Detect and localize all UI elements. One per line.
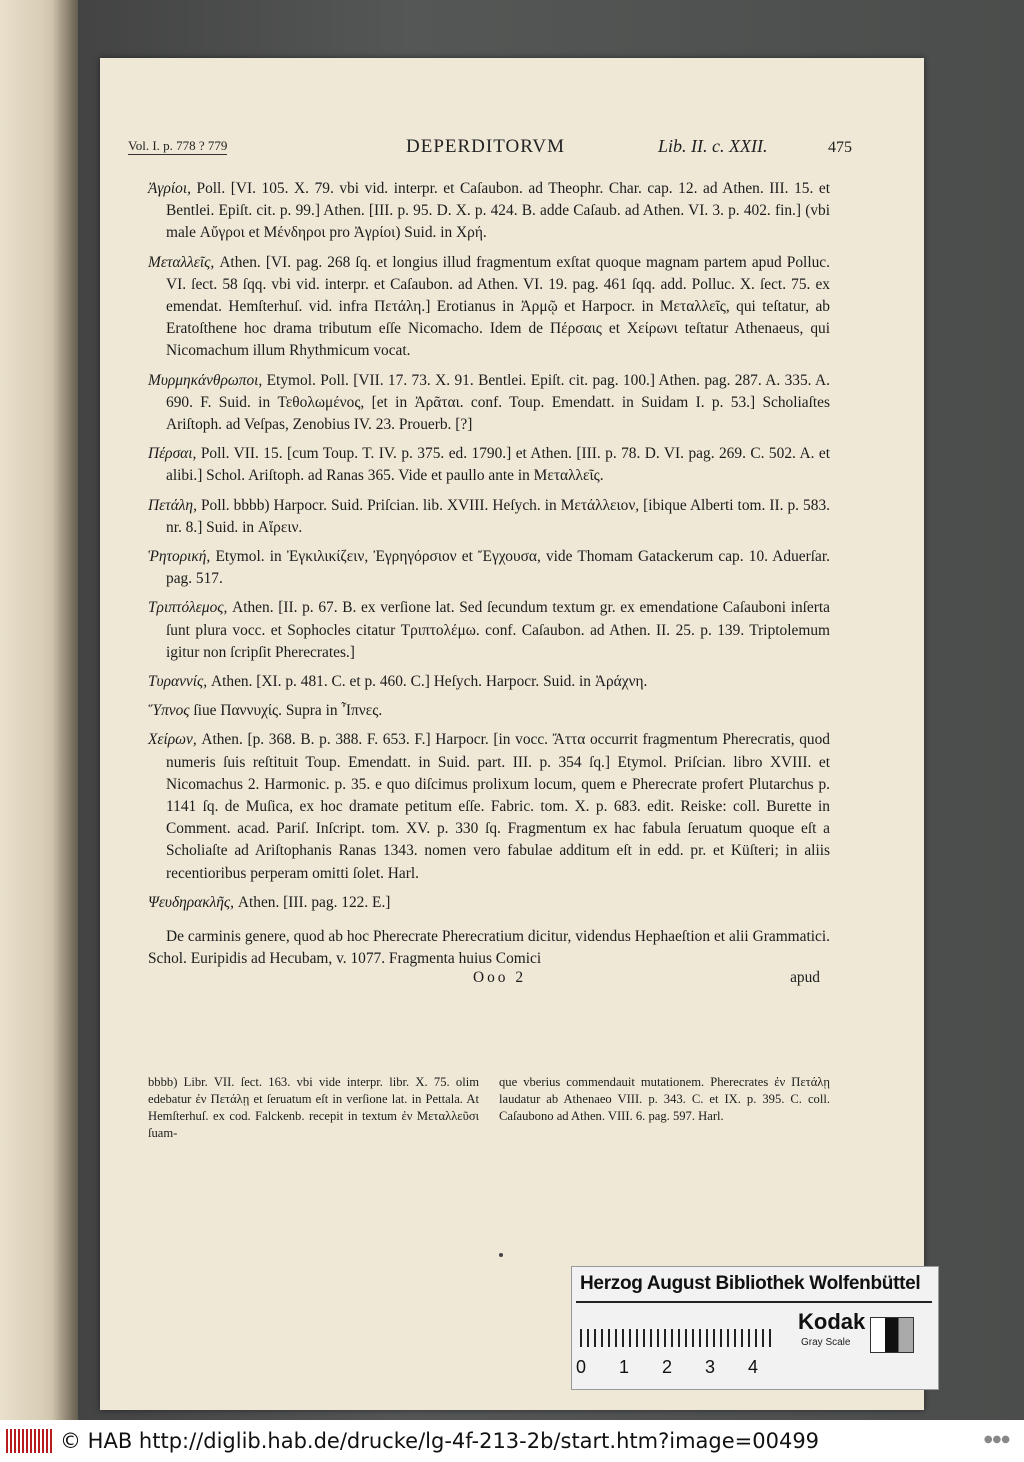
signature-line: [148, 968, 830, 993]
library-color-card: [571, 1266, 939, 1390]
entry-cheiron: [148, 729, 830, 884]
main-text: [148, 178, 830, 993]
footnote-left-column: bbbb) Libr. VII. ſect. 163. vbi vide interpr. libr. X. 75. olim edebatur ἐν Πετάλῃ et ſeruatum eſt in verſione lat. in Pettala. At Hemſterhuſ. ex cod. Falckenb. recepit in textum ἐν Μεταλλεῦσι ſuam-: [148, 1075, 479, 1140]
book-page: [100, 58, 924, 1410]
footer-corner-mark: ●●●: [983, 1434, 1010, 1445]
entry-headword: Ὕπνος: [148, 702, 190, 720]
entry-text: Athen. [VI. pag. 268 ſq. et longius illud fragmentum exſtat quoque magnam partem apud Polluc. VI. ſect. 58 ſqq. vbi vid. interpr. et Caſaubon. ad Athen. VI. 19. pag. 461 ſqq. add. Polluc. X. ſect. 75. ex emendat. Hemſterhuſ. vid. infra Πετάλη.] Erotianus in Ἀρμῷ et Harpocr. in Μεταλλεῖς, qui teſtatur, ab Eratoſthene hoc drama tributum eſſe Nicomacho. Idem de Πέρσαις et Χείρωνι teſtatur Athenaeus, qui Nicomachum illum Rhythmicum vocat.: [166, 253, 830, 360]
entry-text: Athen. [II. p. 67. B. ex verſione lat. Sed ſecundum textum gr. ex emendatione Caſauboni inſerta ſunt plura vocc. et Sophocles citatur Τριπτολέμω. conf. Caſaubon. ad Athen. II. 25. p. 139. Triptolemum igitur non ſcripſit Pherecrates.]: [166, 599, 830, 661]
kodak-logo: Kodak: [798, 1309, 866, 1334]
paper-speck: [499, 1253, 503, 1257]
running-head-chapter: Lib. II. c. XXII.: [658, 136, 768, 156]
entry-pseudherakles: [148, 892, 830, 914]
page-number: 475: [828, 139, 852, 156]
entry-petale: [148, 495, 830, 539]
running-head-volume-ref: Vol. I. p. 778 ? 779: [128, 138, 228, 153]
entry-headword: Τυραννίς,: [148, 673, 208, 691]
entry-hypnos: [148, 700, 830, 722]
catchword: apud: [790, 968, 820, 986]
entry-text: Athen. [XI. p. 481. C. et p. 460. C.] Heſych. Harpocr. Suid. in Ἀράχνη.: [210, 673, 648, 691]
entry-myrmekanthropoi: [148, 370, 830, 437]
entry-text: Athen. [p. 368. B. p. 388. F. 653. F.] Harpocr. [in vocc. Ἄττα occurrit fragmentum Pherecratis, quod numeris ſuis reſtituit Toup. Emendatt. in Suid. part. III. p. 354 ſq.] Etymol. Priſcian. libro XVIII. et Nicomachus 2. Harmonic. p. 35. e quo diſcimus prolixum locum, quem e Pherecrate profert Plutarchus p. 1141 ſq. de Muſica, ex hoc dramate petitum eſſe. Fabric. tom. X. p. 683. edit. Reiske: coll. Burette in Comment. acad. Pariſ. Inſcript. tom. XV. p. 330 ſq. Fragmentum ex hac fabula ſeruatum quoque eſt a Scholiaſte ad Ariſtophanis Ranas 1343. nomen vero fabulae additum eſt in edd. pr. et Küſteri; in aliis recentioribus perperam omitti ſolet. Harl.: [166, 731, 830, 882]
entry-text: Poll. [VI. 105. X. 79. vbi vid. interpr. et Caſaubon. ad Theophr. Char. cap. 12. ad Athen. III. 15. et Bentlei. Epiſt. cit. p. 99.] Athen. [III. p. 95. D. X. p. 424. B. adde Caſaub. ad Athen. VI. 3. p. 402. fin.] (vbi male Αὔγροι et Μένδηροι pro Ἀγρίοι) Suid. in Χρή.: [166, 180, 830, 242]
entry-text: ſiue Παννυχίς. Supra in Ἶπνες.: [193, 702, 383, 720]
entry-text: Etymol. in Ἐγκιλικίζειν, Ἐγρηγόρσιον et Ἔγχουσα, vide Thomam Gatackerum cap. 10. Aduerſar. pag. 517.: [166, 548, 830, 588]
entry-headword: Ψευδηρακλῆς,: [148, 893, 234, 911]
entry-text: Poll. VII. 15. [cum Toup. T. IV. p. 375. ed. 1790.] et Athen. [III. p. 78. D. VI. pag. 269. C. 502. A. et alibi.] Schol. Ariſtoph. ad Ranas 365. Vide et paullo ante in Μεταλλεῖς.: [166, 445, 830, 485]
entry-agrioi: [148, 178, 830, 245]
entry-text: Athen. [III. pag. 122. E.]: [237, 893, 391, 911]
gray-scale-label: Gray Scale: [801, 1337, 851, 1348]
entry-headword: Πετάλη,: [148, 496, 197, 514]
footnote-right-column: que vberius commendauit mutationem. Pherecrates ἐν Πετάλῃ laudatur ab Athenaeo VIII. p. 343. C. et IX. p. 395. C. coll. Caſaubono ad Athen. VIII. 6. pag. 597. Harl.: [499, 1075, 830, 1123]
previous-page-edge: [0, 0, 78, 1420]
closing-paragraph: De carminis genere, quod ab hoc Pherecrate Pherecratium dicitur, videndus Hephaeſtion et alii Grammatici. Schol. Euripidis ad Hecubam, v. 1077. Fragmenta huius Comici: [148, 928, 830, 968]
entry-tyrannis: [148, 671, 830, 693]
entry-persai: [148, 443, 830, 487]
card-divider: [576, 1301, 932, 1303]
entry-text: Etymol. Poll. [VII. 17. 73. X. 91. Bentlei. Epiſt. cit. pag. 100.] Athen. pag. 287. A. 335. A. 690. F. Suid. in Τεθολωμένος, [et in Ἀρᾶται. conf. Toup. Emendatt. in Suidam I. p. 53.] Scholiaſtes Ariſtoph. ad Veſpas, Zenobius IV. 23. Prouerb. [?]: [166, 371, 830, 434]
entry-headword: Μεταλλεῖς,: [148, 253, 215, 271]
viewer-footer: [0, 1420, 1024, 1462]
footer-url[interactable]: © HAB http://diglib.hab.de/drucke/lg-4f-213-2b/start.htm?image=00499: [60, 1429, 820, 1453]
entry-triptolemos: [148, 597, 830, 664]
gray-scale-swatch: [870, 1317, 914, 1353]
entry-headword: Μυρμηκάνθρωποι,: [148, 371, 263, 389]
entry-metalleis: [148, 252, 830, 363]
scale-numbers: 0 1 2 3 4: [576, 1357, 759, 1377]
signature-mark: Ooo 2: [473, 968, 527, 986]
scale-ruler: [580, 1329, 780, 1347]
running-head-title: DEPERDITORVM: [406, 136, 565, 157]
entry-headword: Τριπτόλεμος,: [148, 599, 228, 617]
footnote: [148, 1074, 830, 1142]
hab-logo-icon: [6, 1429, 52, 1453]
entry-headword: Χείρων,: [148, 731, 197, 749]
entry-headword: Ἀγρίοι,: [148, 180, 191, 197]
running-head: [128, 136, 852, 162]
library-name: Herzog August Bibliothek Wolfenbüttel: [580, 1273, 921, 1294]
entry-headword: Ῥητορική,: [148, 548, 211, 566]
entry-rhetorike: [148, 546, 830, 590]
entry-headword: Πέρσαι,: [148, 445, 197, 463]
entry-text: Poll. bbbb) Harpocr. Suid. Priſcian. lib. XVIII. Heſych. in Μετάλλειον, [ibique Alberti tom. II. p. 583. nr. 8.] Suid. in Αἴρειν.: [166, 496, 830, 536]
